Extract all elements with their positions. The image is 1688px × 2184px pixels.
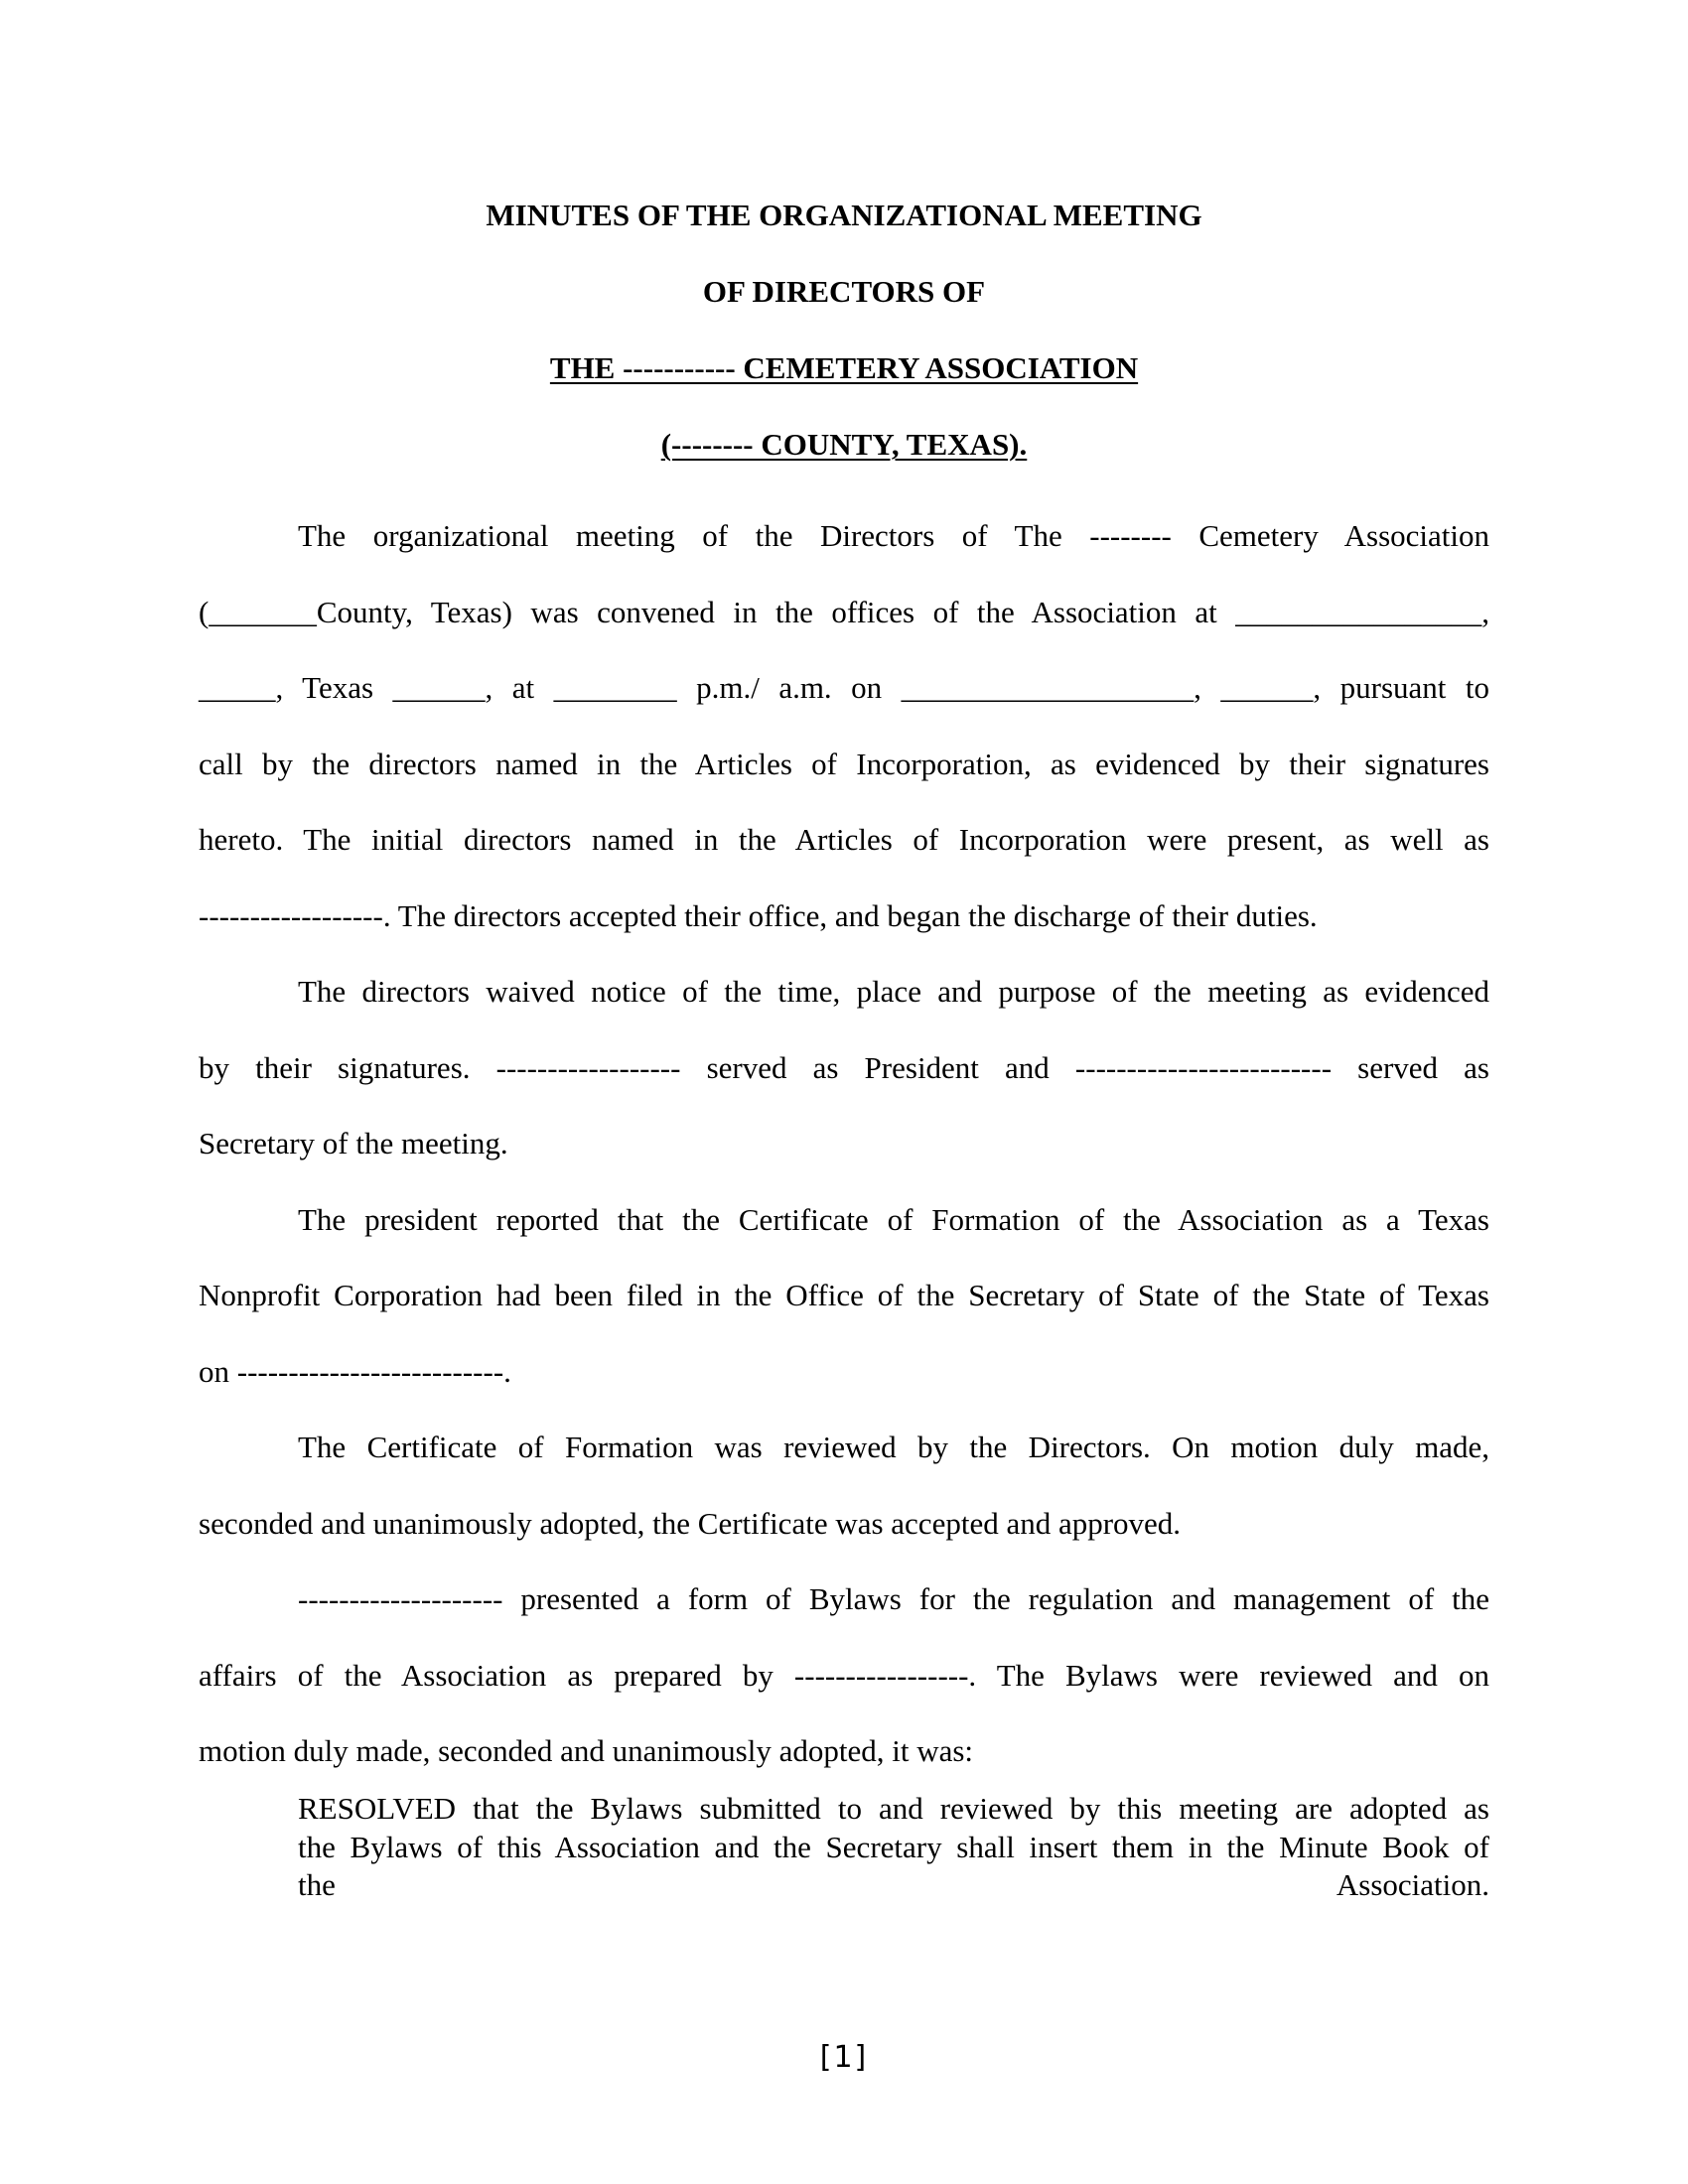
title-line-1: MINUTES OF THE ORGANIZATIONAL MEETING xyxy=(486,198,1202,232)
paragraph-bylaws-presented xyxy=(199,1562,1489,1790)
text-line: motion duly made, seconded and unanimously adopted, it was: xyxy=(199,1733,974,1768)
text-line: hereto. The initial directors named in the Articles of Incorporation were present, as well as xyxy=(199,822,1489,857)
text-line: ------------------. The directors accepted their office, and began the discharge of their duties. xyxy=(199,897,1318,933)
text-line: The directors waived notice of the time, place and purpose of the meeting as evidenced xyxy=(298,974,1489,1009)
document-body xyxy=(199,498,1489,1790)
resolution-line: the Association. xyxy=(298,1867,1489,1902)
text-line: The Certificate of Formation was reviewed by the Directors. On motion duly made, xyxy=(298,1430,1489,1464)
text-line: Nonprofit Corporation had been filed in the Office of the Secretary of State of the State of Texas xyxy=(199,1278,1489,1312)
text-line: affairs of the Association as prepared by -----------------. The Bylaws were reviewed and on xyxy=(199,1657,1489,1693)
text-line: Secretary of the meeting. xyxy=(199,1126,508,1160)
text-line: by their signatures. ------------------ served as President and ------------------------- served as xyxy=(199,1049,1489,1085)
text-line: call by the directors named in the Articles of Incorporation, as evidenced by their signatures xyxy=(199,746,1489,781)
resolution-block xyxy=(298,1790,1489,1905)
text-line: -------------------- presented a form of Bylaws for the regulation and management of the xyxy=(298,1581,1489,1616)
title-line-3: THE ----------- CEMETERY ASSOCIATION xyxy=(549,350,1139,385)
paragraph-certificate-filed xyxy=(199,1182,1489,1411)
paragraph-certificate-approved xyxy=(199,1410,1489,1562)
page-number: [1] xyxy=(819,2040,869,2075)
text-line: The president reported that the Certificate of Formation of the Association as a Texas xyxy=(298,1201,1489,1237)
paragraph-meeting-convened xyxy=(199,498,1489,954)
resolution-line: the Bylaws of this Association and the Secretary shall insert them in the Minute Book of xyxy=(298,1829,1489,1864)
text-line: on --------------------------. xyxy=(199,1353,511,1389)
title-line-4: (-------- COUNTY, TEXAS). xyxy=(660,427,1028,462)
text-line: The organizational meeting of the Directors of The -------- Cemetery Association xyxy=(298,518,1489,553)
text-line: _____, Texas ______, at ________ p.m./ a.m. on ___________________, ______, pursuant to xyxy=(199,670,1489,705)
paragraph-notice-waived xyxy=(199,954,1489,1182)
text-line: (_______County, Texas) was convened in the offices of the Association at ________________, xyxy=(199,594,1489,629)
text-line: seconded and unanimously adopted, the Certificate was accepted and approved. xyxy=(199,1505,1182,1541)
title-line-2: OF DIRECTORS OF xyxy=(702,274,986,309)
resolution-line: RESOLVED that the Bylaws submitted to and reviewed by this meeting are adopted as xyxy=(298,1791,1489,1826)
